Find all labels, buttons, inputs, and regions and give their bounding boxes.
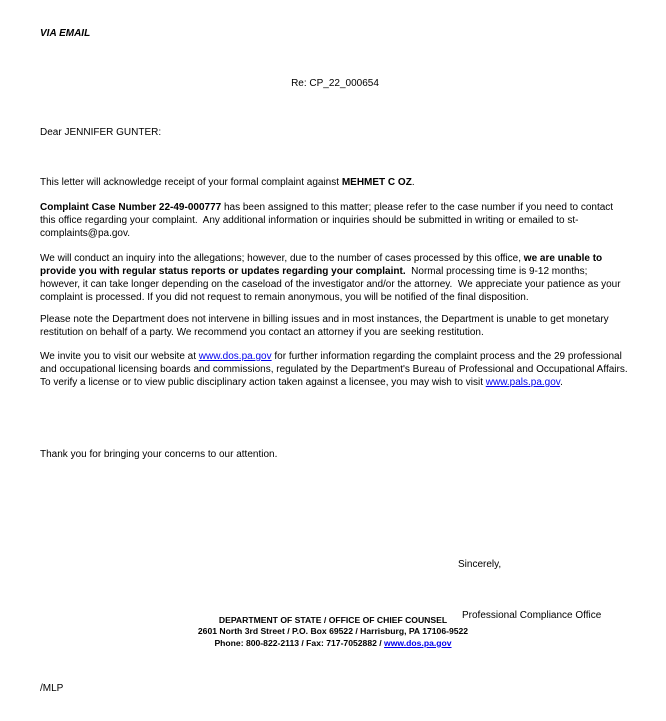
text-run: Normal processing time is 9-12 months; however, it can take longer depending on the caseload of the investigator and/or the attorney. We appreciate your patience as your complaint is processed. If you did not request to remain anonymous, you will be notified of the final disposition. — [40, 266, 624, 303]
text-run: Phone: 800-822-2113 / Fax: 717-7052882 / — [214, 637, 385, 648]
text-run: . — [411, 177, 415, 188]
letter-paragraph — [40, 176, 630, 189]
letter-body — [40, 176, 634, 389]
text-run: has been assigned to this matter; please refer to the case number if you need to contact this office regarding your complaint. Any additional information or inquiries should be submitted in writing or emailed to st-complaints@pa.gov. — [40, 202, 616, 239]
text-run: We invite you to visit our website at — [40, 351, 199, 362]
footer-line-2: 2601 North 3rd Street / P.O. Box 69522 / Harrisburg, PA 17106-9522 — [197, 626, 469, 636]
text-run: Please note the Department does not intervene in billing issues and in most instances, the Department is unable to get monetary restitution on behalf of a party. We recommend you contact an attorney if you are seeking restitution. — [40, 314, 612, 338]
text-run: we are unable to provide you with regular status reports or updates regarding your complaint. — [40, 253, 605, 277]
via-email-label: VIA EMAIL — [40, 28, 91, 39]
closing-thanks: Thank you for bringing your concerns to our attention. — [40, 449, 278, 460]
letter-paragraph — [40, 201, 630, 240]
re-line: Re: CP_22_000654 — [291, 78, 379, 89]
text-run: MEHMET C OZ — [341, 177, 412, 188]
footer-line-1: DEPARTMENT OF STATE / OFFICE OF CHIEF COUNSEL — [218, 614, 448, 625]
letter-paragraph — [40, 313, 630, 339]
letter-paragraph — [40, 252, 630, 304]
salutation: Dear JENNIFER GUNTER: — [40, 127, 162, 138]
link-www-pals-pa-gov[interactable]: www.pals.pa.gov — [485, 377, 561, 388]
footer-line-3 — [0, 638, 666, 650]
text-run: We will conduct an inquiry into the allegations; however, due to the number of cases processed by this office, — [40, 253, 524, 264]
typist-initials: /MLP — [40, 683, 64, 694]
link-www-dos-pa-gov[interactable]: www.dos.pa.gov — [384, 637, 452, 648]
text-run: This letter will acknowledge receipt of your formal complaint against — [40, 177, 342, 188]
letterhead-footer — [0, 615, 666, 650]
signature-office: Professional Compliance Office — [462, 610, 602, 621]
letter-paragraph — [40, 350, 634, 389]
text-run: Complaint Case Number 22-49-000777 — [40, 202, 222, 213]
link-www-dos-pa-gov[interactable]: www.dos.pa.gov — [198, 351, 272, 362]
text-run: for further information regarding the complaint process and the 29 professional and occupational licensing boards and commissions, regulated by the Department's Bureau of Professional and Occupational Affairs. To verify a license or to view public disciplinary action taken against a licensee, you may wish to visit — [40, 351, 634, 388]
text-run: . — [560, 377, 563, 388]
signature-sincerely: Sincerely, — [458, 559, 502, 570]
